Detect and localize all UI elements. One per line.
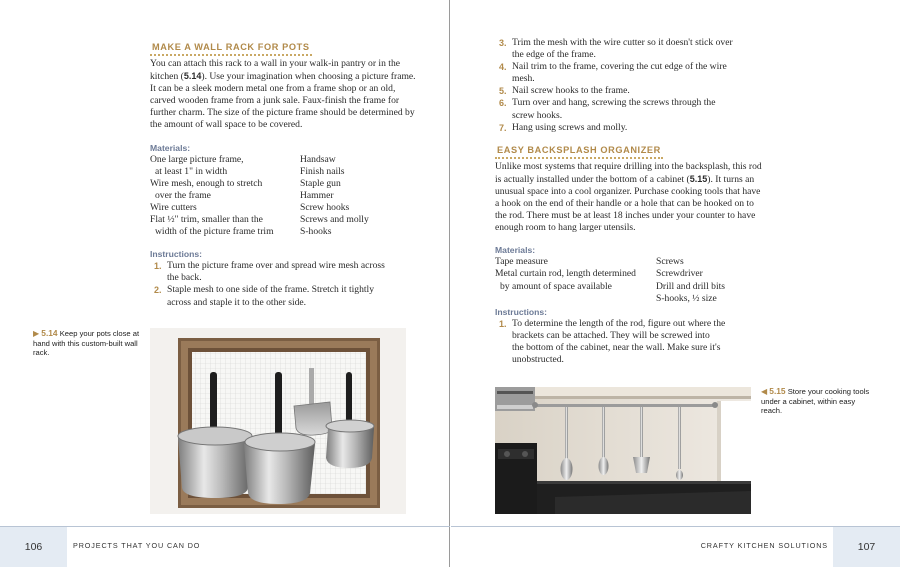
- material-item: over the frame: [155, 189, 211, 201]
- instruction-step: [495, 85, 763, 97]
- page-number: 107: [857, 541, 876, 553]
- step-number: 3.: [499, 38, 507, 48]
- step-line: Hang using screws and molly.: [512, 121, 628, 133]
- step-line: unobstructed.: [512, 353, 564, 365]
- material-item: S-hooks, ½ size: [656, 292, 717, 304]
- caption-pointer-icon: ◀: [761, 387, 768, 396]
- section-title: EASY BACKSPLASH ORGANIZER: [495, 145, 663, 159]
- material-item: at least 1" in width: [155, 165, 228, 177]
- material-item: Wire mesh, enough to stretch: [150, 177, 263, 189]
- materials-column-left: [495, 256, 656, 304]
- instructions-list-continued: [495, 37, 763, 134]
- material-item: Screwdriver: [656, 268, 703, 280]
- step-number: 1.: [499, 318, 507, 329]
- material-item: Screw hooks: [300, 201, 350, 213]
- step-number: 5.: [499, 86, 507, 97]
- materials-heading: Materials:: [495, 245, 536, 256]
- step-line: brackets can be attached. They will be screwed into: [512, 329, 710, 341]
- step-number: 4.: [499, 62, 507, 73]
- step-line: Turn over and hang, screwing the screws through the: [512, 97, 716, 109]
- material-item: by amount of space available: [500, 280, 612, 292]
- material-item: Handsaw: [300, 153, 336, 165]
- instruction-step: [495, 318, 763, 366]
- instruction-step: [150, 260, 418, 284]
- running-footer: PROJECTS THAT YOU CAN DO: [73, 541, 201, 550]
- step-line: Nail screw hooks to the frame.: [512, 85, 630, 97]
- figure-caption-5-15: [761, 387, 873, 416]
- pot-rack-illustration: [150, 328, 406, 514]
- intro-text-end: ). It turns an unusual space into a cool organizer. Purchase cooking tools that have a hook on the end of their handle or a hole that can be hooked on to the rod. There must be at least 18 inches under your counter to have enough room to hang larger utensils.: [495, 173, 761, 234]
- footer-rule: [451, 526, 900, 527]
- material-item: Screws and molly: [300, 214, 369, 226]
- caption-number: 5.14: [41, 328, 58, 338]
- instructions-list: [495, 318, 763, 366]
- caption-number: 5.15: [769, 386, 786, 396]
- step-number: 7.: [499, 122, 507, 133]
- step-line: across and staple it to the other side.: [167, 296, 307, 308]
- instruction-step: [495, 61, 763, 85]
- materials-heading: Materials:: [150, 142, 191, 153]
- page-number-box: [0, 527, 67, 567]
- step-line: To determine the length of the rod, figure out where the: [512, 317, 726, 329]
- step-line: the bottom of the cabinet, near the wall. Make sure it's: [512, 341, 721, 353]
- step-line: mesh.: [512, 73, 535, 85]
- step-line: the back.: [167, 272, 202, 284]
- material-item: Metal curtain rod, length determined: [495, 268, 636, 280]
- materials-list: [495, 256, 763, 304]
- material-item: Drill and drill bits: [656, 280, 726, 292]
- materials-column-right: [300, 154, 418, 239]
- material-item: Finish nails: [300, 165, 345, 177]
- section-title: MAKE A WALL RACK FOR POTS: [150, 42, 312, 56]
- section-wall-rack: [150, 35, 418, 309]
- footer-rule: [0, 526, 450, 527]
- material-item: Staple gun: [300, 177, 341, 189]
- backsplash-organizer-photo: [495, 387, 751, 514]
- instruction-step: [495, 122, 763, 134]
- instructions-heading: Instructions:: [150, 249, 203, 260]
- step-line: Trim the mesh with the wire cutter so it doesn't stick over: [512, 37, 733, 48]
- caption-pointer-icon: ▶: [33, 329, 40, 338]
- figure-reference: 5.14: [183, 71, 202, 82]
- material-item: Wire cutters: [150, 201, 197, 213]
- page-number-box: [833, 527, 900, 567]
- materials-list: [150, 154, 418, 239]
- page-number: 106: [24, 541, 43, 553]
- right-column: [495, 37, 763, 366]
- intro-text-start: Unlike most systems that require drilling into the backsplash, this rod is actually installed under the bottom of a cabinet (: [495, 160, 762, 185]
- running-footer: CRAFTY KITCHEN SOLUTIONS: [700, 541, 828, 550]
- instruction-step: [495, 37, 763, 61]
- step-line: screw hooks.: [512, 109, 563, 121]
- figure-reference: 5.15: [689, 173, 708, 184]
- section-intro: [150, 58, 418, 132]
- caption-text: Keep your pots close at hand with this custom-built wall rack.: [33, 329, 140, 358]
- instruction-step: [150, 284, 418, 308]
- pot-rack-photo: [150, 328, 406, 514]
- step-number: 2.: [154, 285, 162, 296]
- instructions-heading: Instructions:: [495, 306, 548, 317]
- materials-column-left: [150, 154, 300, 239]
- section-intro: [495, 161, 763, 235]
- backsplash-illustration: [495, 387, 751, 514]
- step-line: Staple mesh to one side of the frame. Stretch it tightly: [167, 284, 375, 296]
- caption-text: Store your cooking tools under a cabinet, within easy reach.: [761, 387, 870, 416]
- materials-column-right: [656, 256, 763, 304]
- step-number: 1.: [154, 261, 162, 272]
- step-line: Nail trim to the frame, covering the cut edge of the wire: [512, 61, 727, 73]
- figure-caption-5-14: [33, 329, 143, 358]
- intro-text-start: You can attach this rack to a wall in your walk-in pantry or in the kitchen (: [150, 58, 400, 83]
- instruction-step: [495, 97, 763, 121]
- right-page: [451, 0, 900, 567]
- material-item: Hammer: [300, 189, 334, 201]
- material-item: S-hooks: [300, 226, 332, 238]
- instructions-list: [150, 260, 418, 308]
- material-item: width of the picture frame trim: [155, 226, 274, 238]
- material-item: One large picture frame,: [150, 153, 244, 165]
- material-item: Flat ½" trim, smaller than the: [150, 214, 263, 226]
- step-line: Turn the picture frame over and spread wire mesh across: [167, 260, 385, 272]
- material-item: Screws: [656, 256, 684, 268]
- intro-text-end: ). Use your imagination when choosing a picture frame. It can be a sleek modern metal one from a frame shop or an old, carved wooden frame from a junk sale. Faux-finish the frame for further charm. The size of the picture frame should be determined by the amount of wall space to be covered.: [150, 71, 416, 131]
- material-item: Tape measure: [495, 256, 548, 268]
- step-line: the edge of the frame.: [512, 49, 596, 61]
- step-number: 6.: [499, 98, 507, 109]
